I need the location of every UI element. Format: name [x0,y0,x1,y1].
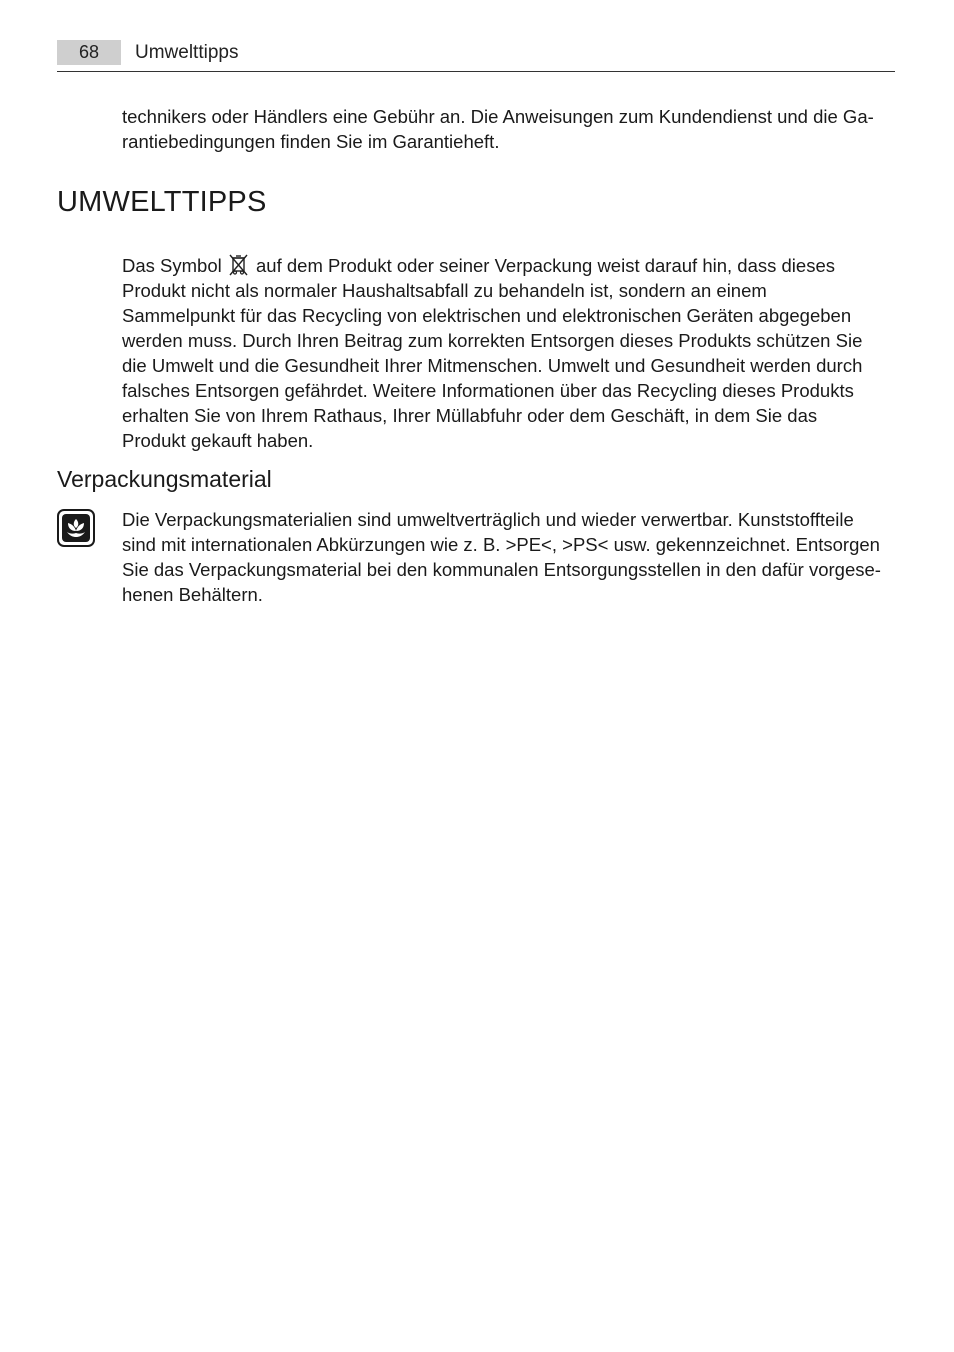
packaging-paragraph [122,507,895,607]
intro-line: technikers oder Händlers eine Gebühr an. Die Anweisungen zum Kundendienst und die Ga- [122,106,874,127]
subsection-heading: Verpackungsmaterial [57,466,272,492]
disposal-line: falsches Entsorgen gefährdet. Weitere Informationen über das Recycling dieses Produkts [122,380,854,401]
crossed-out-wheelie-bin-icon [229,254,249,276]
disposal-paragraph [122,253,895,453]
page-number: 68 [57,40,121,65]
disposal-text: Das Symbol [122,255,222,276]
disposal-line: Produkt gekauft haben. [122,430,314,451]
section-heading: UMWELTTIPPS [57,186,267,218]
disposal-line: werden muss. Durch Ihren Beitrag zum korrekten Entsorgen dieses Produkts schützen Sie [122,330,863,351]
environment-flower-icon [57,509,95,547]
packaging-line: henen Behältern. [122,584,263,605]
header-section-title: Umwelttipps [135,42,239,63]
disposal-line: Produkt nicht als normaler Haushaltsabfall zu behandeln ist, sondern an einem [122,280,767,301]
disposal-line: Sammelpunkt für das Recycling von elektrischen und elektronischen Geräten abgegeben [122,305,852,326]
disposal-line: die Umwelt und die Gesundheit Ihrer Mitmenschen. Umwelt und Gesundheit werden durch [122,355,863,376]
disposal-line: erhalten Sie von Ihrem Rathaus, Ihrer Müllabfuhr oder dem Geschäft, in dem Sie das [122,405,818,426]
packaging-line: Sie das Verpackungsmaterial bei den kommunalen Entsorgungsstellen in den dafür vorgese- [122,559,881,580]
intro-paragraph [122,104,895,154]
packaging-line: Die Verpackungsmaterialien sind umweltverträglich und wieder verwertbar. Kunststoffteile [122,509,854,530]
disposal-text: auf dem Produkt oder seiner Verpackung weist darauf hin, dass dieses [256,255,835,276]
page-header [57,40,895,72]
packaging-line: sind mit internationalen Abkürzungen wie z. B. >PE<, >PS< usw. gekennzeichnet. Entsorgen [122,534,880,555]
intro-line: rantiebedingungen finden Sie im Garantieheft. [122,131,500,152]
